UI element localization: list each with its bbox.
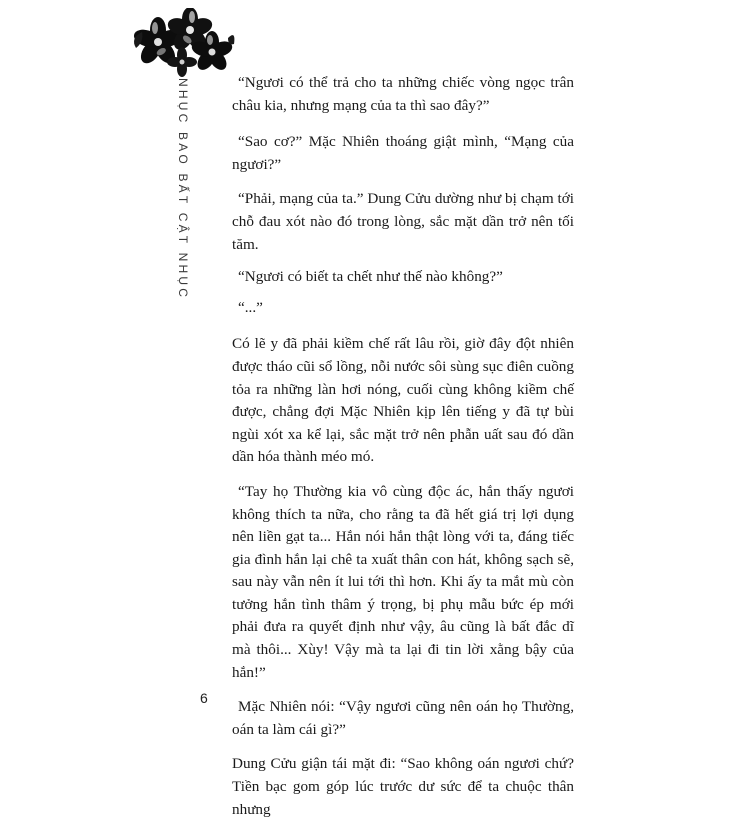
- flower-ornament-icon: [128, 8, 238, 80]
- paragraph: “Sao cơ?” Mặc Nhiên thoáng giật mình, “Mạng của ngươi?”: [232, 133, 574, 173]
- paragraph: Mặc Nhiên nói: “Vậy ngươi cũng nên oán họ Thường, oán ta làm cái gì?”: [232, 698, 574, 738]
- paragraph: “Phải, mạng của ta.” Dung Cửu dường như bị chạm tới chỗ đau xót nào đó trong lòng, sắc mặt dần trở nên tối tăm.: [232, 190, 574, 253]
- paragraph: “Ngươi có biết ta chết như thế nào không?”: [238, 268, 503, 286]
- body-text: [232, 72, 574, 821]
- page-number: 6: [200, 690, 208, 706]
- running-title: NHỤC BAO BẤT CẬT NHỤC: [176, 78, 190, 301]
- paragraph: “Ngươi có thể trả cho ta những chiếc vòng ngọc trân châu kia, nhưng mạng của ta thì sao đây?”: [232, 74, 574, 114]
- paragraph: “...”: [238, 298, 263, 316]
- paragraph: Dung Cửu giận tái mặt đi: “Sao không oán ngươi chứ? Tiền bạc gom góp lúc trước dư sức để ta chuộc thân nhưng: [232, 755, 574, 818]
- paragraph: “Tay họ Thường kia vô cùng độc ác, hắn thấy ngươi không thích ta nữa, cho rằng ta đã hết giá trị lợi dụng nên liền gạt ta... Hắn nói hắn thật lòng với ta, đáng tiếc gia đình hắn lại chê ta xuất thân con hát, không sạch sẽ, sau này vẫn nên ít lui tới thì hơn. Khi ấy ta mắt mù còn tưởng hắn tình thâm ý trọng, bị phụ mẫu bức ép mới phải đưa ra quyết định như vậy, âu cũng là bất đắc dĩ mà thôi... Xùy! Vậy mà ta lại đi tin lời xằng bậy của hắn!”: [232, 482, 574, 681]
- paragraph: Có lẽ y đã phải kiềm chế rất lâu rồi, giờ đây đột nhiên được tháo cũi sổ lồng, nỗi nước sôi sùng sục điên cuồng tỏa ra những làn hơi nóng, cuối cùng không kiềm chế được, chẳng đợi Mặc Nhiên kịp lên tiếng y đã tự bùi ngùi xót xa kể lại, sắc mặt trở nên phẫn uất sau đó dần dần hóa thành méo mó.: [232, 335, 574, 466]
